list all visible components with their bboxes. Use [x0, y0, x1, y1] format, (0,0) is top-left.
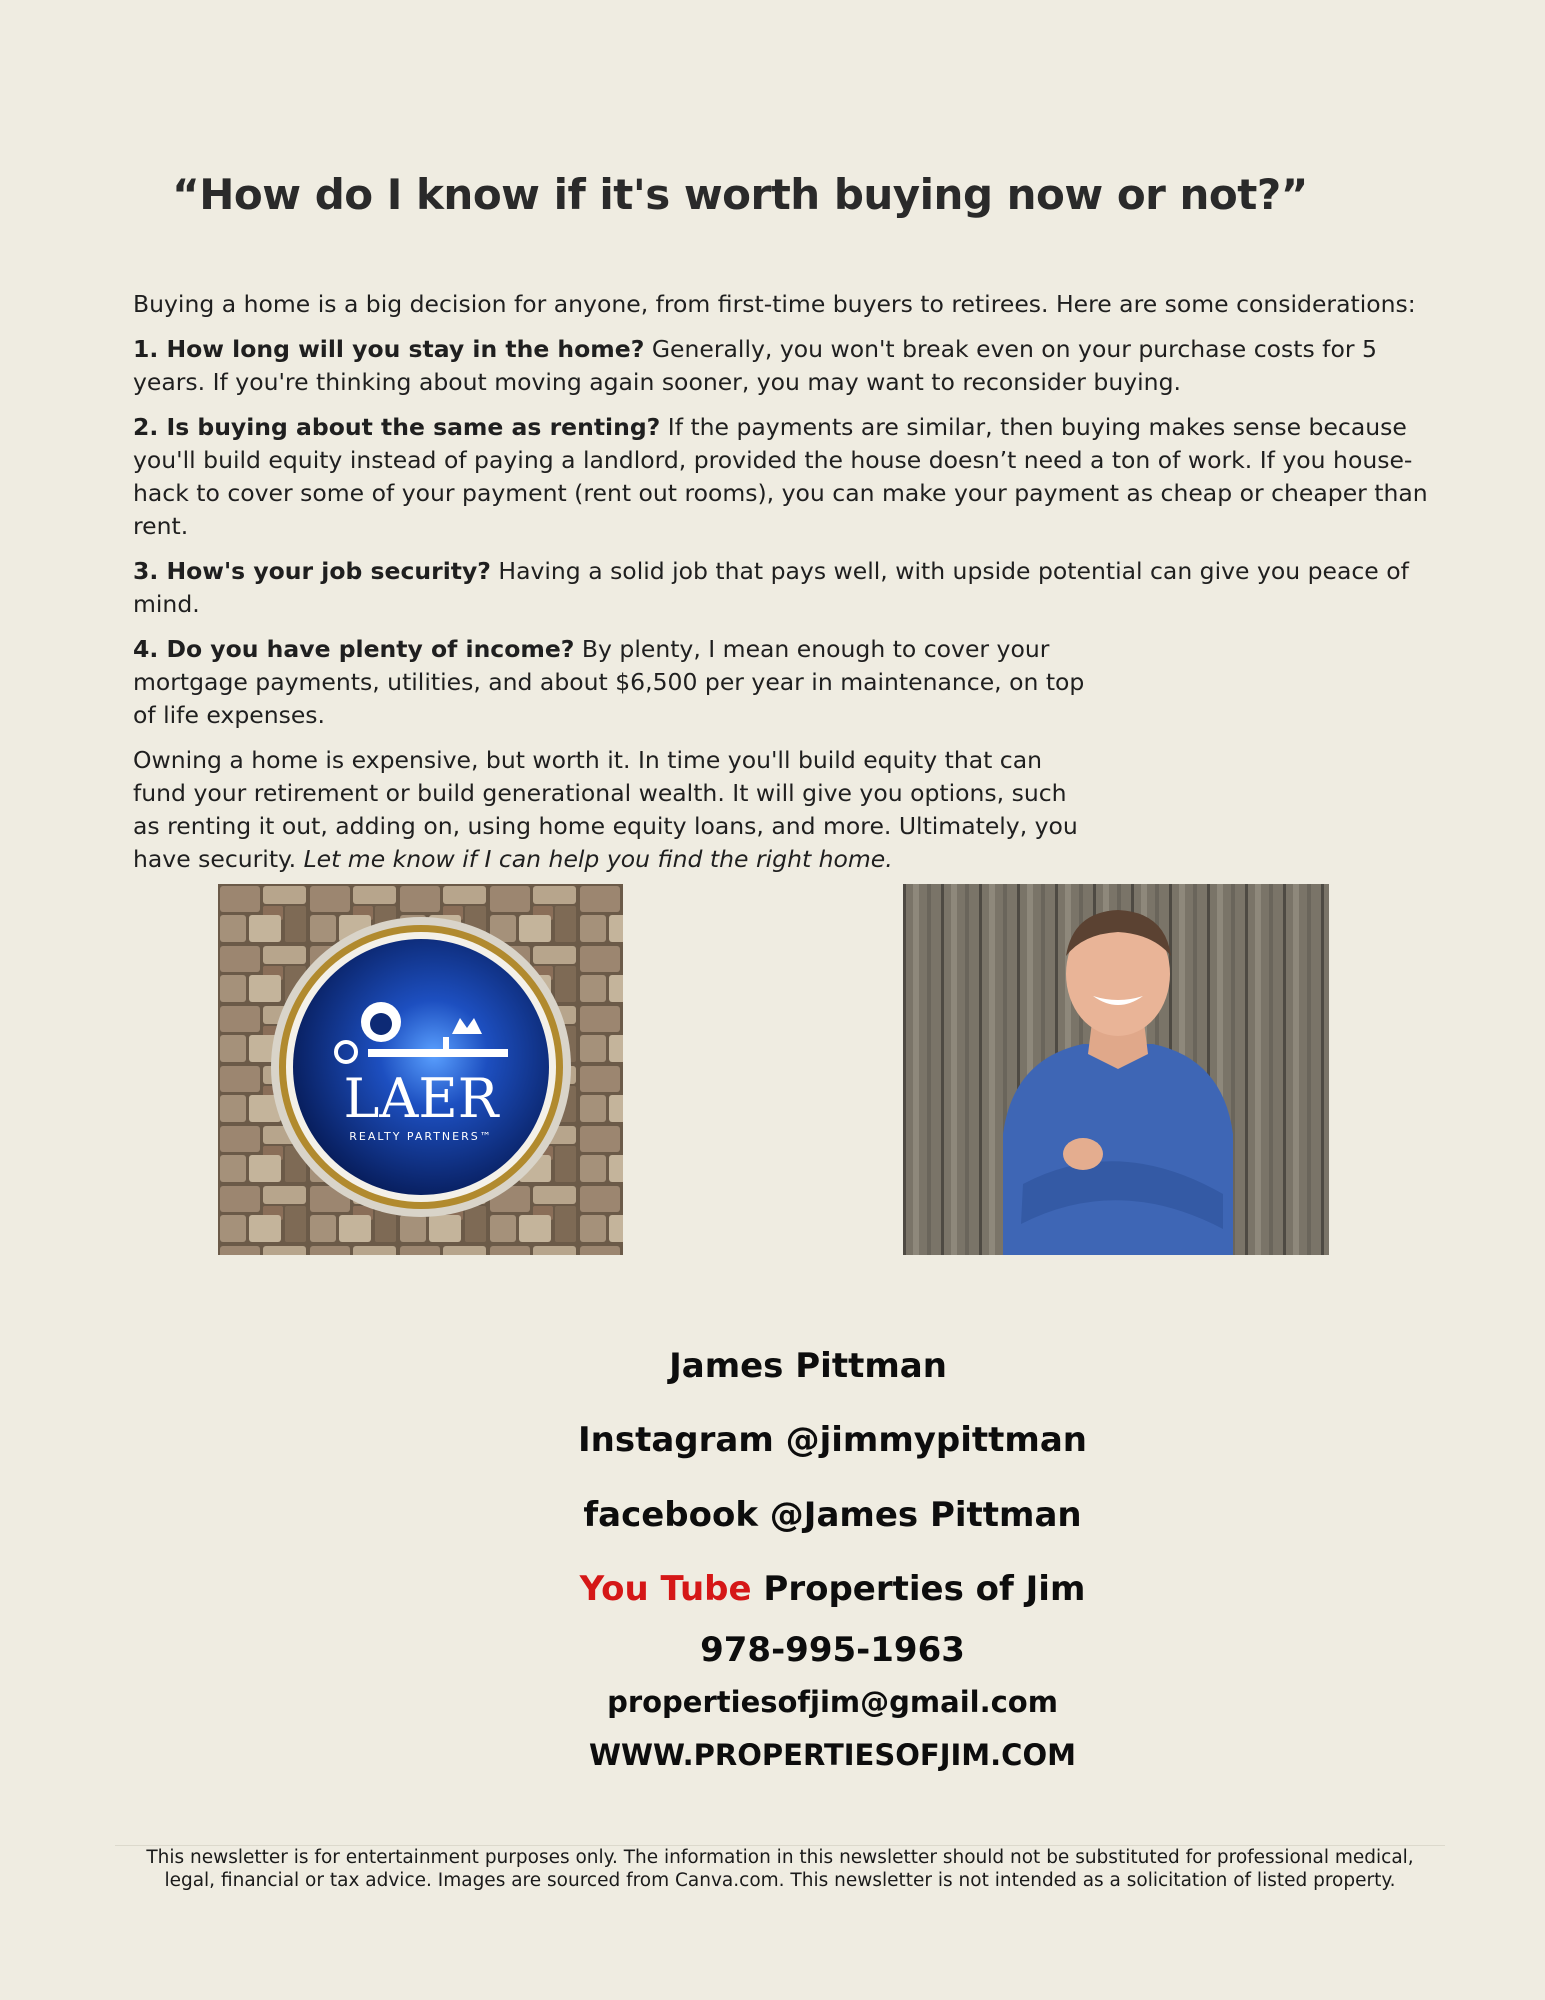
point-1 [133, 333, 1433, 399]
youtube-channel-name: Properties of Jim [751, 1569, 1086, 1609]
logo-wordmark: LAER [343, 1067, 499, 1130]
youtube-channel[interactable] [560, 1569, 1105, 1609]
instagram-handle[interactable]: Instagram @jimmypittman [577, 1420, 1087, 1460]
website-link[interactable]: WWW.PROPERTIESOFJIM.COM [589, 1738, 1076, 1772]
point-1-text: Generally, you won't break even on your purchase costs for 5 years. If you're thinking about moving again sooner, you may want to reconsider buying. [133, 335, 1377, 396]
point-3-text: Having a solid job that pays well, with upside potential can give you peace of mind. [133, 557, 1409, 618]
point-2-heading: 2. Is buying about the same as renting? [133, 413, 661, 441]
phone-number[interactable]: 978-995-1963 [700, 1630, 965, 1670]
laer-logo-image [218, 884, 623, 1255]
closing-paragraph [133, 744, 1093, 876]
point-1-heading: 1. How long will you stay in the home? [133, 335, 645, 363]
point-3 [133, 555, 1433, 621]
point-4-heading: 4. Do you have plenty of income? [133, 635, 575, 663]
agent-portrait-graphic [903, 884, 1329, 1255]
point-2 [133, 411, 1433, 543]
closing-text: Owning a home is expensive, but worth it. In time you'll build equity that can fund your retirement or build generational wealth. It will give you options, such as renting it out, adding on, using home equity loans, and more. Ultimately, you have security. [133, 746, 1078, 873]
email-address[interactable]: propertiesofjim@gmail.com [607, 1685, 1058, 1719]
youtube-brand: You Tube [579, 1569, 752, 1609]
disclaimer-text: This newsletter is for entertainment purposes only. The information in this newsletter should not be substituted for professional medical, legal, financial or tax advice. Images are sourced from Canva.com. This newsletter is not intended as a solicitation of listed property. [146, 1847, 1414, 1891]
closing-call-to-action: Let me know if I can help you find the right home. [303, 845, 893, 873]
intro-paragraph: Buying a home is a big decision for anyone, from first-time buyers to retirees. Here are some considerations: [133, 290, 1416, 318]
facebook-handle[interactable]: facebook @James Pittman [583, 1495, 1082, 1535]
page-title: “How do I know if it's worth buying now or not?” [172, 170, 1308, 219]
agent-name: James Pittman [669, 1346, 947, 1386]
point-4-text: By plenty, I mean enough to cover your mortgage payments, utilities, and about $6,500 per year in maintenance, on top of life expenses. [133, 635, 1085, 729]
agent-photo [903, 884, 1329, 1255]
point-2-text: If the payments are similar, then buying makes sense because you'll build equity instead of paying a landlord, provided the house doesn’t need a ton of work. If you house-hack to cover some of your payment (rent out rooms), you can make your payment as cheap or cheaper than rent. [133, 413, 1428, 540]
article-body [133, 288, 1433, 888]
logo-tagline: REALTY PARTNERS™ [349, 1130, 493, 1143]
point-3-heading: 3. How's your job security? [133, 557, 491, 585]
point-4 [133, 633, 1093, 732]
laer-logo-graphic [218, 884, 623, 1255]
